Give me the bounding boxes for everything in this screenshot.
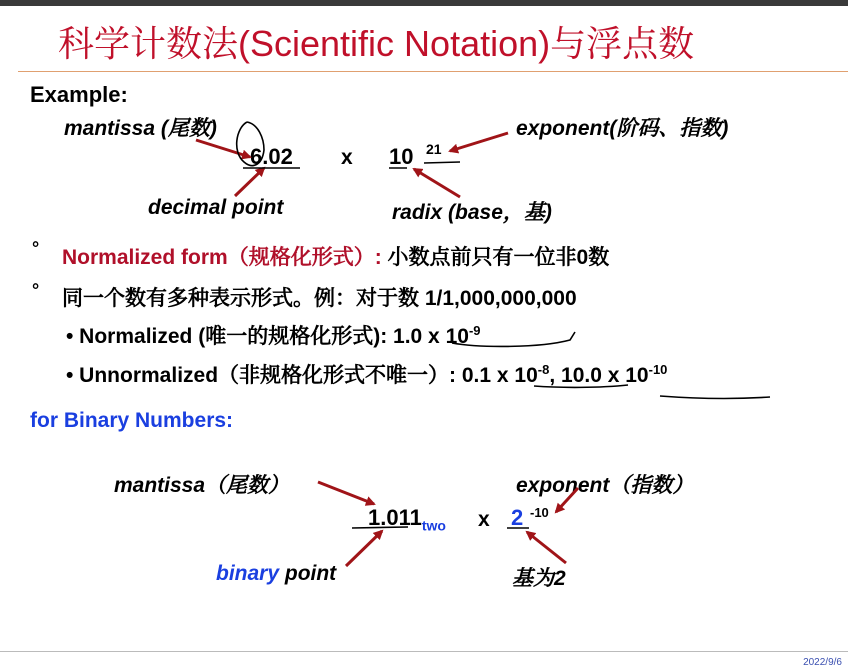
- binary-mantissa-value: $1.011_{two}$: [368, 505, 446, 534]
- base-value: 10: [389, 144, 414, 169]
- exponent-label: exponent(阶码、指数): [516, 117, 729, 140]
- times-sign: x: [341, 146, 353, 169]
- binary-base-value: 2: [511, 505, 524, 530]
- decimal-point-label: decimal point: [148, 196, 284, 219]
- exponent-value: 21: [426, 141, 442, 157]
- mantissa-value: 6.02: [250, 144, 293, 169]
- bullet-marker: °: [32, 280, 40, 300]
- binary-exponent-label: exponent（指数）: [516, 474, 694, 497]
- binary-base-arrow: [527, 532, 566, 563]
- bullet-marker: °: [32, 238, 40, 258]
- exponent-underline: [424, 162, 460, 163]
- binary-mantissa-underline: [352, 527, 408, 528]
- binary-times-sign: x: [478, 508, 490, 531]
- normalized-example-line: • Normalized (唯一的规格化形式): 1.0 x $10^{-9}$: [66, 323, 481, 348]
- radix-label: radix (base，基): [392, 201, 552, 224]
- representations-line: 同一个数有多种表示形式。例：对于数 1/1,000,000,000: [62, 287, 577, 310]
- slide-title: 科学计数法(Scientific Notation)与浮点数: [58, 23, 695, 65]
- mantissa-label: mantissa (尾数): [64, 117, 217, 140]
- normalized-underline: [452, 332, 575, 346]
- decimal-point-loop: [237, 122, 264, 166]
- binary-point-arrow: [346, 531, 382, 566]
- binary-mantissa-arrow: [318, 482, 374, 504]
- binary-exponent-arrow: [556, 488, 578, 512]
- binary-heading: for Binary Numbers:: [30, 409, 234, 432]
- decimal-point-arrow: [235, 168, 264, 196]
- unnormalized-example-line: • Unnormalized（非规格化形式不唯一）: 0.1 x $10^{-8}$, 10.0 x $10^{-10}$: [66, 362, 668, 387]
- unnormalized-underline-a: [534, 385, 628, 387]
- exponent-arrow: [450, 133, 508, 151]
- binary-point-label: binary point: [216, 562, 337, 585]
- normalized-form-line: Normalized form（规格化形式）: 小数点前只有一位非0数: [62, 246, 610, 269]
- binary-base-label: 基为2: [512, 567, 566, 590]
- binary-exponent-value: -10: [530, 505, 549, 520]
- radix-arrow: [414, 169, 460, 197]
- footer-date: 2022/9/6: [803, 657, 842, 668]
- mantissa-arrow: [196, 140, 250, 157]
- example-heading: Example:: [30, 82, 128, 107]
- unnormalized-underline-b: [660, 396, 770, 398]
- binary-mantissa-label: mantissa（尾数）: [114, 474, 290, 497]
